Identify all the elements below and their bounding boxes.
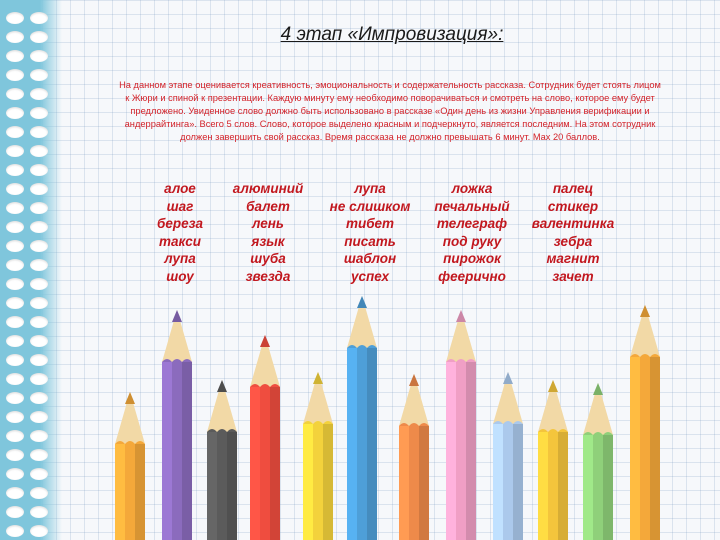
word: зебра [553, 233, 593, 249]
word: магнит [546, 251, 600, 266]
word: стикер [547, 198, 599, 214]
pencil [303, 372, 333, 540]
word: под руку [442, 233, 502, 249]
word: алое [164, 181, 196, 196]
word: ложка [451, 181, 493, 196]
word: шаблон [343, 251, 397, 266]
word: зачет [552, 268, 594, 284]
word: успех [350, 268, 390, 284]
pencil [630, 305, 660, 540]
word: лупа [164, 251, 196, 266]
pencil [250, 335, 280, 540]
pencil [162, 310, 192, 540]
pencil [538, 380, 568, 540]
word: шуба [250, 251, 286, 266]
word: пирожок [443, 251, 501, 266]
word: такси [158, 233, 202, 249]
pencil [115, 392, 145, 540]
word: телеграф [436, 216, 508, 231]
word: тибет [345, 216, 395, 231]
word: лупа [354, 181, 386, 196]
word: звезда [245, 268, 291, 284]
pencil [446, 310, 476, 540]
word: палец [552, 181, 594, 196]
word: печальный [434, 198, 510, 214]
word: шоу [166, 268, 194, 284]
word: не слишком [329, 198, 411, 214]
page-title: 4 этап «Импровизация»: [280, 24, 504, 45]
word: язык [251, 233, 285, 249]
word: шаг [166, 198, 194, 214]
pencil [347, 296, 377, 540]
word: лень [252, 216, 284, 231]
pencil [493, 372, 523, 540]
pencil [399, 374, 429, 540]
word: береза [156, 216, 204, 231]
word: писать [344, 233, 396, 249]
word: алюминий [232, 181, 304, 196]
description-paragraph: На данном этапе оценивается креативность, эмоциональность и содержательность рассказа. Сотрудник будет стоять лицом к Жюри и спиной к презентации. Каждую минуту ему необходимо поворачиваться и смотреть на слово, которое ему будет предложено. Увиденное слово должно быть использовано в рассказе «Один день из жизни Управления верификации и андеррайтинга». Всего 5 слов. Слово, которое выделено красным и подчеркнуто, является последним. На этом сотрудник должен завершить свой рассказ. Время рассказа не должно превышать 6 минут. Max 20 баллов. [119, 80, 661, 142]
pencil [207, 380, 237, 540]
pencil [583, 383, 613, 540]
word: феерично [438, 268, 506, 284]
word: валентинка [531, 216, 615, 231]
word: балет [246, 198, 290, 214]
